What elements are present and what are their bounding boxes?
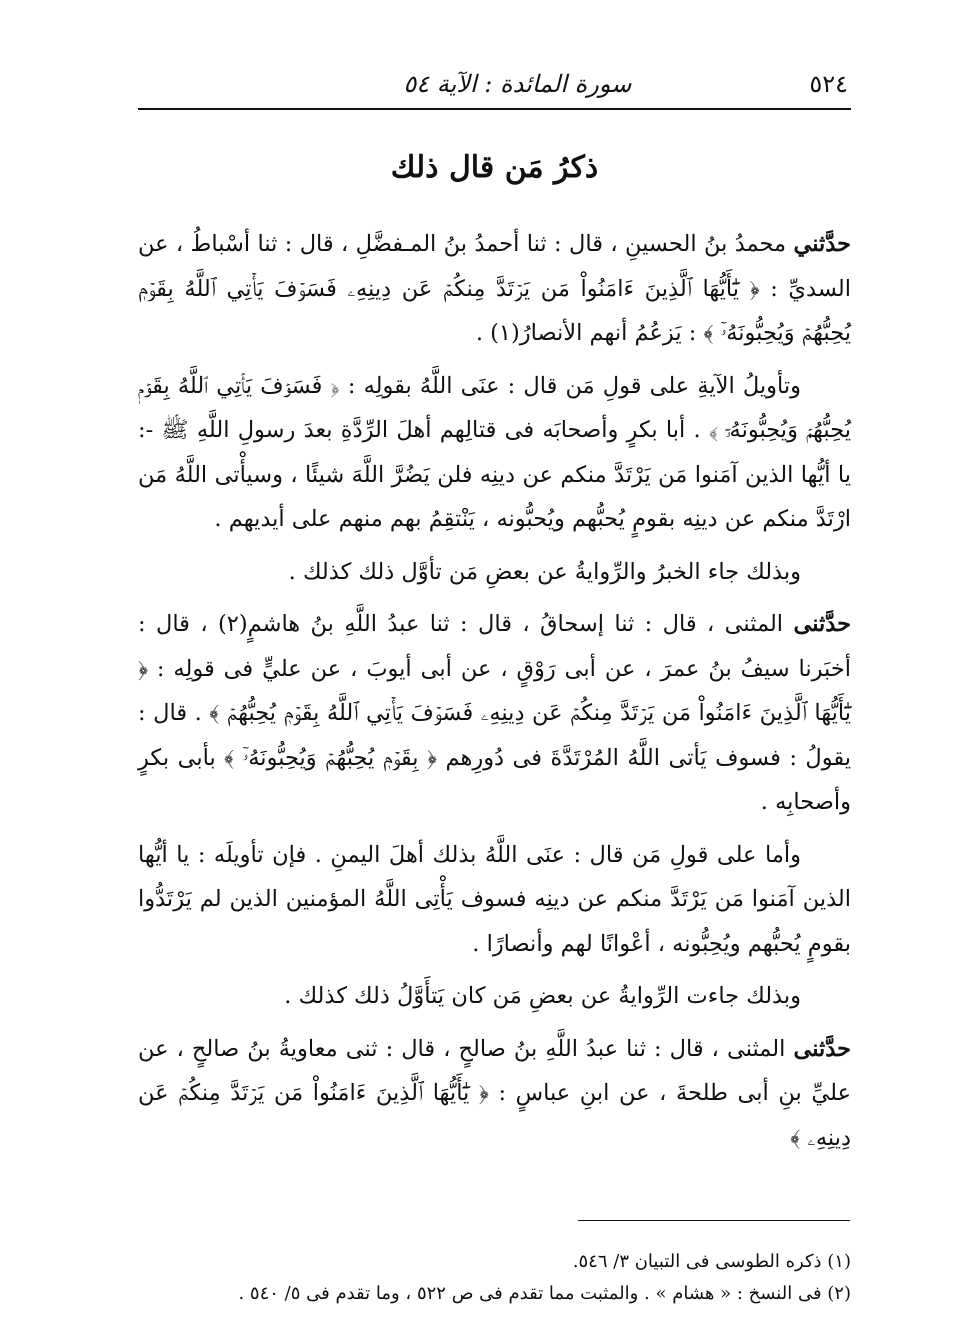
paragraph-text: وأما على قولِ مَن قال : عنَى اللَّهُ بذلك أهلَ اليمنِ . فإن تأويلَه : يا أيُّها الذين آمَنوا مَن يَرْتَدَّ منكم عن دينِه فسوف يَأْتِى اللَّهُ المؤمنين الذين لم يَرْتَدُّوا بقومٍ يُحبُّهم ويُحِبُّونه ، أعْوانًا لهم وأنصارًا . <box>138 841 851 957</box>
paragraph <box>138 833 851 967</box>
footnote-separator <box>578 1220 850 1221</box>
footnotes <box>138 1246 851 1310</box>
paragraph-lead: حدَّثنى <box>793 1035 851 1062</box>
paragraph-text: المثنى ، قال : ثنا عبدُ اللَّهِ بنُ صالحٍ ، قال : ثنى معاويةُ بنُ صالحٍ ، عن عليِّ بنِ أبى طلحةَ ، عن ابنِ عباسٍ : ﴿ يَٰٓأَيُّهَا ٱلَّذِينَ ءَامَنُواْ مَن يَرۡتَدَّ مِنكُمۡ عَن دِينِهِۦ ﴾ <box>138 1035 851 1151</box>
page-header <box>138 62 848 106</box>
page-number: ٥٢٤ <box>809 70 848 98</box>
paragraph-lead: حدَّثني <box>793 231 851 257</box>
paragraph <box>138 222 851 356</box>
paragraph-text: وبذلك جاءت الرِّوايةُ عن بعضِ مَن كان يَتأَوَّلُ ذلك كذلك . <box>284 983 801 1009</box>
paragraph-text: محمدُ بنُ الحسينِ ، قال : ثنا أحمدُ بنُ المـفضَّلِ ، قال : ثنا أسْباطُ ، عن السديِّ : ﴿ يَٰٓأَيُّهَا ٱلَّذِينَ ءَامَنُواْ مَن يَرۡتَدَّ مِنكُمۡ عَن دِينِهِۦ فَسَوۡفَ يَأۡتِي ٱللَّهُ بِقَوۡمٖ يُحِبُّهُمۡ وَيُحِبُّونَهُۥٓ ﴾ : يَزعُمُ أنهم الأنصارُ(١) . <box>138 231 851 346</box>
paragraph <box>138 550 851 595</box>
paragraph-text: المثنى ، قال : ثنا إسحاقُ ، قال : ثنا عبدُ اللَّهِ بنُ هاشمٍ(٢) ، قال : أخبَرنا سيفُ بنُ عمرَ ، عن أبى رَوْقٍ ، عن أبى أيوبَ ، عن عليٍّ فى قولِه : ﴿ يَٰٓأَيُّهَا ٱلَّذِينَ ءَامَنُواْ مَن يَرۡتَدَّ مِنكُمۡ عَن دِينِهِۦ فَسَوۡفَ يَأۡتِي ٱللَّهُ بِقَوۡمٖ يُحِبُّهُمۡ ﴾ . قال : يقولُ : فسوف يَأتى اللَّهُ المُرْتَدَّةَ فى دُورِهم ﴿ بِقَوۡمٖ يُحِبُّهُمۡ وَيُحِبُّونَهُۥٓ ﴾ بأبى بكرٍ وأصحابِه . <box>138 611 851 815</box>
running-title: سورة المائدة : الآية ٥٤ <box>403 70 632 98</box>
paragraph-text: وبذلك جاء الخبرُ والرِّوايةُ عن بعضِ مَن تأوَّل ذلك كذلك . <box>288 558 801 585</box>
footnote: (٢) فى النسخ : « هشام » . والمثبت مما تقدم فى ص ٥٢٢ ، وما تقدم فى ٥/ ٥٤٠ . <box>238 1283 851 1304</box>
paragraph <box>138 364 851 542</box>
paragraph-lead: حدَّثنى <box>793 611 851 637</box>
paragraph <box>138 974 851 1019</box>
section-heading: ذكرُ مَن قال ذلك <box>390 150 599 185</box>
paragraph-text: وتأويلُ الآيةِ على قولِ مَن قال : عنَى اللَّهُ بقولِه : ﴿ فَسَوۡفَ يَأۡتِي ٱللَّهُ بِقَوۡمٖ يُحِبُّهُمۡ وَيُحِبُّونَهُۥٓ ﴾ . أبا بكرٍ وأصحابَه فى قتالِهم أهلَ الرِّدَّةِ بعدَ رسولِ اللَّهِ ﷺ -: يا أيُّها الذين آمَنوا مَن يَرْتَدَّ منكم عن دينِه فلن يَضُرَّ اللَّهَ شيئًا ، وسيأْتى اللَّهُ مَن ارْتَدَّ منكم عن دينِه بقومٍ يُحبُّهم ويُحبُّونه ، يَنْتقِمُ بهم منهم على أيديهم . <box>138 372 851 532</box>
footnote: (١) ذكره الطوسى فى التبيان ٣/ ٥٤٦. <box>572 1251 851 1272</box>
main-text <box>138 222 851 1168</box>
paragraph <box>138 602 851 825</box>
header-rule <box>138 108 851 110</box>
paragraph <box>138 1027 851 1161</box>
